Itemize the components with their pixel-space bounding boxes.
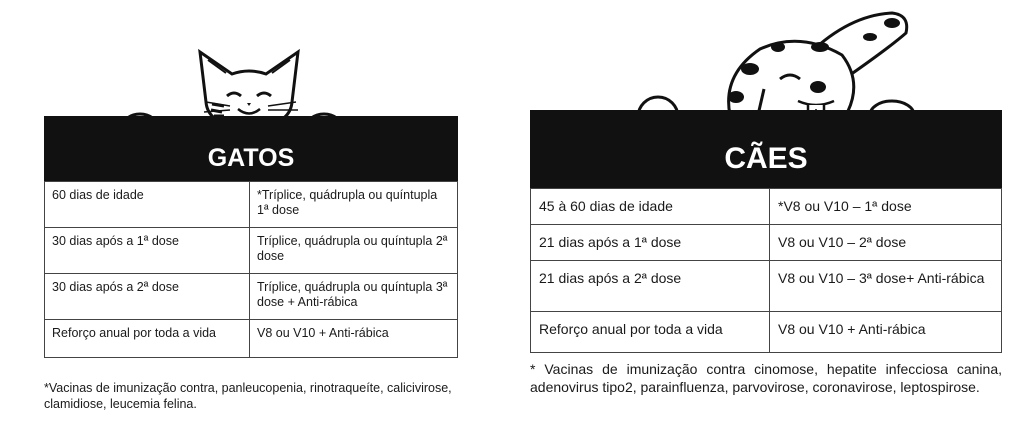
table-row <box>531 224 1002 260</box>
vaccine-cell: V8 ou V10 + Anti-rábica <box>770 311 1002 352</box>
cats-title: GATOS <box>207 144 295 172</box>
table-row <box>45 274 458 320</box>
age-cell: 60 dias de idade <box>45 182 250 228</box>
age-cell: 30 dias após a 1ª dose <box>45 228 250 274</box>
age-cell: 21 dias após a 1ª dose <box>531 224 770 260</box>
vaccine-cell: *V8 ou V10 – 1ª dose <box>770 189 1002 225</box>
cats-header <box>44 116 458 181</box>
vaccine-cell: Tríplice, quádrupla ou quíntupla 3ª dose + Anti-rábica <box>250 274 458 320</box>
cats-vaccine-table <box>44 181 458 358</box>
cats-footnote: *Vacinas de imunização contra, panleucopenia, rinotraqueíte, calicivirose, clamidiose, leucemia felina. <box>44 381 452 411</box>
age-cell: 30 dias após a 2ª dose <box>45 274 250 320</box>
table-row <box>45 228 458 274</box>
dogs-header <box>530 110 1002 190</box>
age-cell: 45 à 60 dias de idade <box>531 189 770 225</box>
vaccine-cell: *Tríplice, quádrupla ou quíntupla 1ª dose <box>250 182 458 228</box>
dogs-vaccine-table <box>530 188 1002 353</box>
table-row <box>45 182 458 228</box>
table-row <box>531 311 1002 352</box>
dogs-footnote: * Vacinas de imunização contra cinomose, hepatite infecciosa canina, adenovirus tipo2, parainfluenza, parvovirose, coronavirose, leptospirose. <box>530 361 1002 395</box>
age-cell: Reforço anual por toda a vida <box>531 311 770 352</box>
table-row <box>45 320 458 358</box>
dogs-title: CÃES <box>724 142 808 175</box>
vaccine-cell: V8 ou V10 – 2ª dose <box>770 224 1002 260</box>
table-row <box>531 189 1002 225</box>
vaccine-cell: Tríplice, quádrupla ou quíntupla 2ª dose <box>250 228 458 274</box>
age-cell: 21 dias após a 2ª dose <box>531 260 770 311</box>
vaccine-cell: V8 ou V10 + Anti-rábica <box>250 320 458 358</box>
age-cell: Reforço anual por toda a vida <box>45 320 250 358</box>
table-row <box>531 260 1002 311</box>
vaccine-cell: V8 ou V10 – 3ª dose+ Anti-rábica <box>770 260 1002 311</box>
